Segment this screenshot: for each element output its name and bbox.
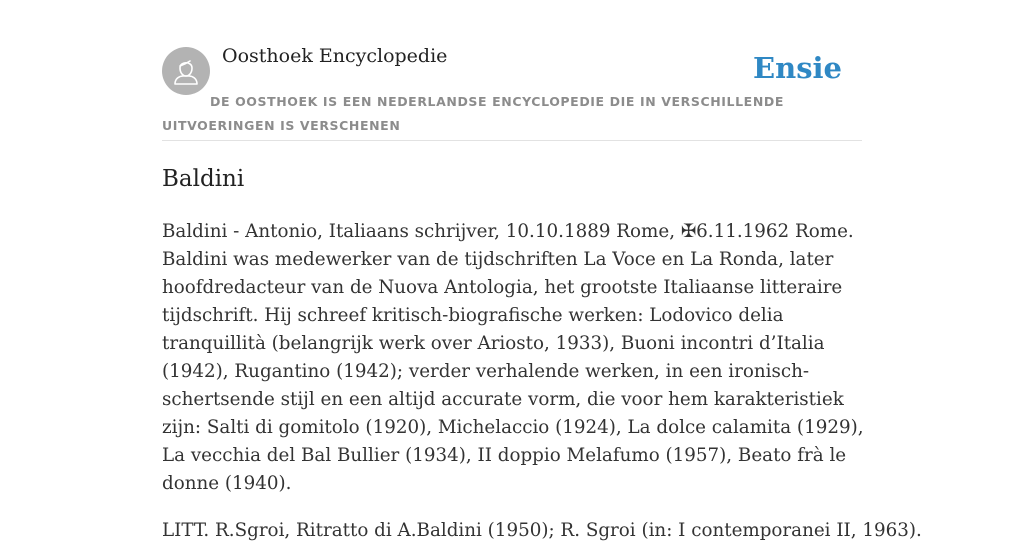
- brand-logo[interactable]: Ensie: [753, 51, 842, 85]
- article-title: Baldini: [162, 166, 245, 192]
- article-references: LITT. R.Sgroi, Ritratto di A.Baldini (1950); R. Sgroi (in: I contemporanei II, 1963).: [162, 520, 922, 541]
- article-body: Baldini - Antonio, Italiaans schrijver, 10.10.1889 Rome, ✠6.11.1962 Rome. Baldini was medewerker van de tijdschriften La Voce en La Ronda, later hoofdredacteur van de Nuova Antologia, het grootste Italiaanse litteraire tijdschrift. Hij schreef kritisch-biografische werken: Lodovico delia tranquillità (belangrijk werk over Ariosto, 1933), Buoni incontri d’Italia (1942), Rugantino (1942); verder verhalende werken, in een ironisch-schertsende stijl en een altijd accurate vorm, die voor hem karakteristiek zijn: Salti di gomitolo (1920), Michelaccio (1924), La dolce calamita (1929), La vecchia del Bal Bullier (1934), II doppio Melafumo (1957), Beato frà le donne (1940).: [162, 221, 864, 494]
- site-header: [162, 0, 862, 141]
- avatar[interactable]: [162, 47, 210, 95]
- user-icon: [162, 47, 210, 95]
- site-tagline: DE OOSTHOEK IS EEN NEDERLANDSE ENCYCLOPEDIE DIE IN VERSCHILLENDE UITVOERINGEN IS VERSCHENEN: [162, 94, 784, 133]
- site-name[interactable]: Oosthoek Encyclopedie: [222, 45, 448, 67]
- article: [162, 160, 922, 545]
